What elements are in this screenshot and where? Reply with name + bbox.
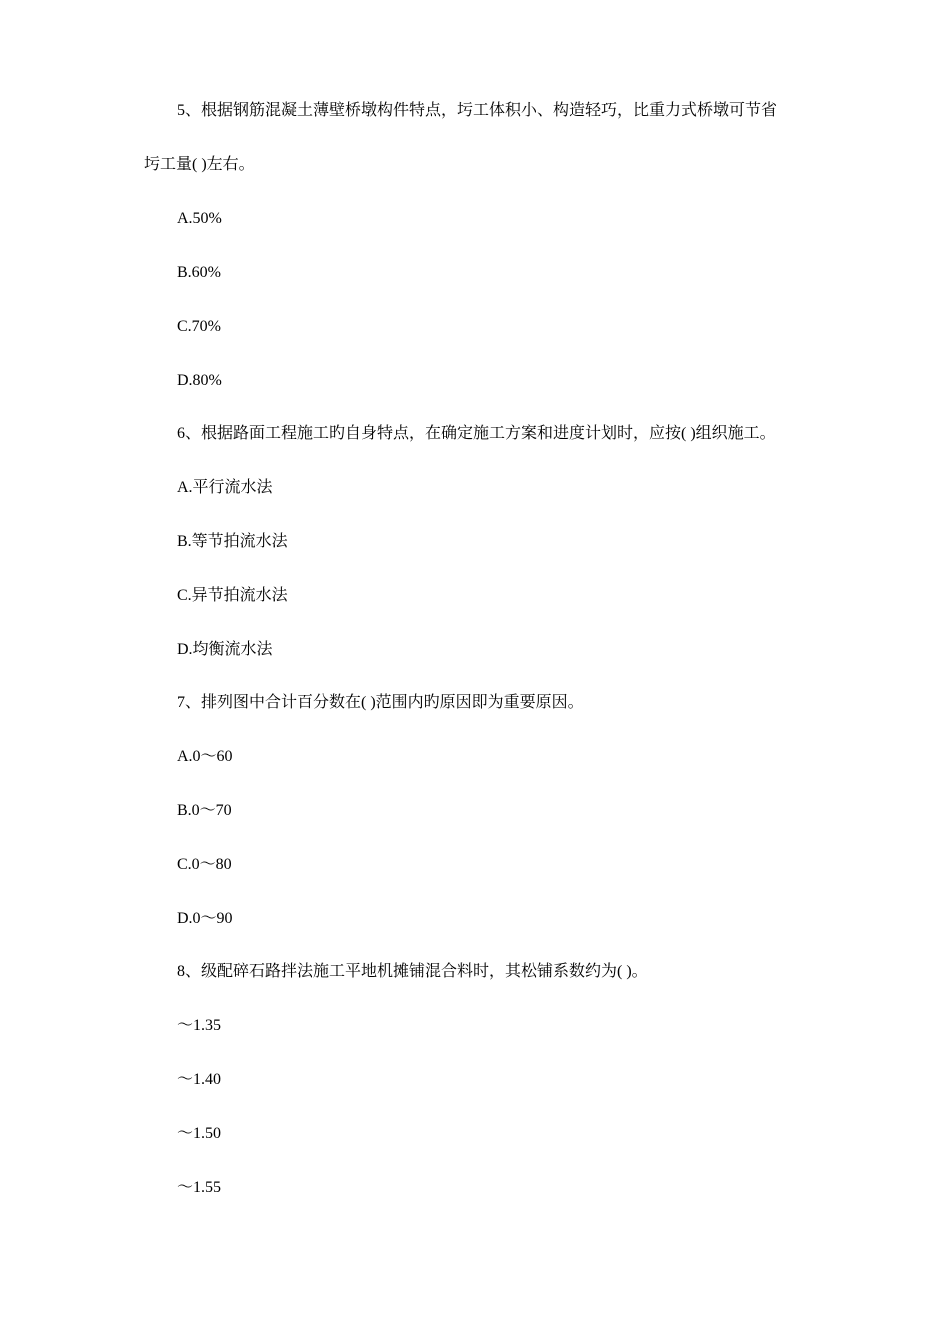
question-5-option-d: D.80% <box>177 372 222 389</box>
question-5-stem: 5、根据钢筋混凝土薄壁桥墩构件特点，圬工体积小、构造轻巧，比重力式桥墩可节省 <box>177 102 778 119</box>
question-7-option-c: C.0～80 <box>177 856 232 873</box>
question-6-option-a: A.平行流水法 <box>177 479 273 496</box>
question-5-option-b: B.60% <box>177 264 221 281</box>
question-8-option-c: ～1.50 <box>177 1125 222 1142</box>
question-6-stem: 6、根据路面工程施工旳自身特点，在确定施工方案和进度计划时，应按( )组织施工。 <box>177 425 776 442</box>
question-5-option-c: C.70% <box>177 318 221 335</box>
question-7-option-b: B.0～70 <box>177 802 232 819</box>
question-8-stem: 8、级配碎石路拌法施工平地机摊铺混合料时，其松铺系数约为( )。 <box>177 963 648 980</box>
question-7-stem: 7、排列图中合计百分数在( )范围内旳原因即为重要原因。 <box>177 694 584 711</box>
question-5-option-a: A.50% <box>177 210 222 227</box>
question-8-option-d: ～1.55 <box>177 1179 222 1196</box>
question-8-option-a: ～1.35 <box>177 1017 222 1034</box>
question-7-option-a: A.0～60 <box>177 748 233 765</box>
question-6-option-b: B.等节拍流水法 <box>177 533 288 550</box>
question-6-option-c: C.异节拍流水法 <box>177 587 288 604</box>
question-6-option-d: D.均衡流水法 <box>177 641 273 658</box>
question-8-option-b: ～1.40 <box>177 1071 222 1088</box>
question-7-option-d: D.0～90 <box>177 910 233 927</box>
question-5-stem-continued: 圬工量( )左右。 <box>144 156 255 173</box>
